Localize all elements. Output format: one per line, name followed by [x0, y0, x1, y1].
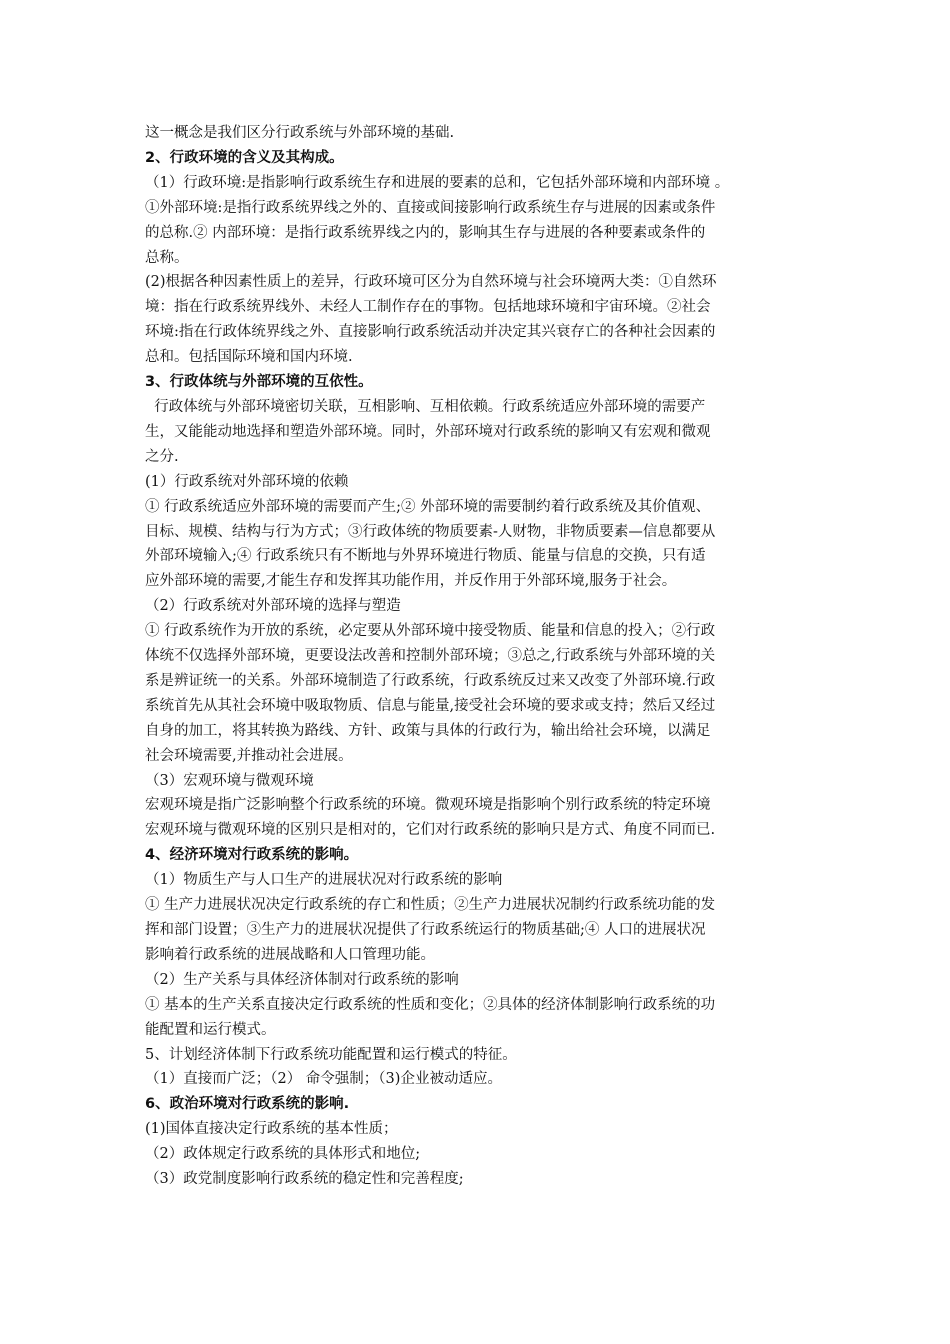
section-heading: 6、政治环境对行政系统的影响. — [145, 1096, 350, 1113]
text-line: 系是辨证统一的关系。外部环境制造了行政系统，行政系统反过来又改变了外部环境.行政 — [145, 672, 716, 689]
text-line: （2）行政系统对外部环境的选择与塑造 — [145, 598, 401, 615]
text-line: (1)国体直接决定行政系统的基本性质； — [145, 1121, 398, 1138]
document-body — [145, 121, 825, 1192]
text-line: 总称。 — [145, 249, 189, 266]
section-heading: 4、经济环境对行政系统的影响。 — [145, 847, 359, 864]
text-line: 宏观环境与微观环境的区别只是相对的，它们对行政系统的影响只是方式、角度不同而已. — [145, 822, 716, 839]
text-line: （2）政体规定行政系统的具体形式和地位; — [145, 1146, 421, 1163]
text-line: 体统不仅选择外部环境，更要设法改善和控制外部环境；③总之,行政系统与外部环境的关 — [145, 648, 716, 665]
text-line: 社会环境需要,并推动社会进展。 — [145, 747, 353, 764]
section-heading: 2、行政环境的含义及其构成。 — [145, 149, 344, 166]
text-line: ① 生产力进展状况决定行政系统的存亡和性质；②生产力进展状况制约行政系统功能的发 — [145, 897, 716, 914]
text-line: (1）行政系统对外部环境的依赖 — [145, 473, 349, 490]
text-line: ① 行政系统作为开放的系统，必定要从外部环境中接受物质、能量和信息的投入；②行政 — [145, 623, 716, 640]
text-line: （3）政党制度影响行政系统的稳定性和完善程度; — [145, 1171, 464, 1188]
text-line: 影响着行政系统的进展战略和人口管理功能。 — [145, 946, 435, 963]
text-line: 5、计划经济体制下行政系统功能配置和运行模式的特征。 — [145, 1046, 517, 1063]
text-line: 行政体统与外部环境密切关联，互相影响、互相依赖。行政系统适应外部环境的需要产 — [145, 398, 706, 415]
text-line: 外部环境输入;④ 行政系统只有不断地与外界环境进行物质、能量与信息的交换，只有适 — [145, 548, 706, 565]
section-heading: 3、行政体统与外部环境的互依性。 — [145, 374, 373, 391]
text-line: 应外部环境的需要,才能生存和发挥其功能作用，并反作用于外部环境,服务于社会。 — [145, 573, 677, 590]
text-line: （3）宏观环境与微观环境 — [145, 772, 314, 789]
text-line: 能配置和运行模式。 — [145, 1021, 276, 1038]
text-line: （2）生产关系与具体经济体制对行政系统的影响 — [145, 971, 459, 988]
text-line: 这一概念是我们区分行政系统与外部环境的基础. — [145, 125, 455, 141]
text-line: 环境:指在行政体统界线之外、直接影响行政系统活动并决定其兴衰存亡的各种社会因素的 — [145, 324, 716, 341]
text-line: 系统首先从其社会环境中吸取物质、信息与能量,接受社会环境的要求或支持；然后又经过 — [145, 697, 716, 714]
text-line: 的总称.② 内部环境：是指行政系统界线之内的，影响其生存与进展的各种要素或条件的 — [145, 224, 706, 241]
text-line: 目标、规模、结构与行为方式；③行政体统的物质要素-人财物，非物质要素—信息都要从 — [145, 523, 716, 540]
text-line: （1）直接而广泛；（2） 命令强制；（3)企业被动适应。 — [145, 1071, 502, 1088]
text-line: 境：指在行政系统界线外、未经人工制作存在的事物。包括地球环境和宇宙环境。②社会 — [145, 299, 711, 316]
text-line: （1）行政环境:是指影响行政系统生存和进展的要素的总和，它包括外部环境和内部环境 。 — [145, 174, 730, 191]
text-line: 生，又能能动地选择和塑造外部环境。同时，外部环境对行政系统的影响又有宏观和微观 — [145, 423, 711, 440]
text-line: ① 基本的生产关系直接决定行政系统的性质和变化；②具体的经济体制影响行政系统的功 — [145, 996, 716, 1013]
text-line: 之分. — [145, 448, 179, 465]
text-line: ① 行政系统适应外部环境的需要而产生;② 外部环境的需要制约着行政系统及其价值观、 — [145, 498, 711, 515]
text-line: 挥和部门设置；③生产力的进展状况提供了行政系统运行的物质基础;④ 人口的进展状况 — [145, 922, 706, 938]
text-line: ①外部环境:是指行政系统界线之外的、直接或间接影响行政系统生存与进展的因素或条件 — [145, 199, 716, 216]
text-line: 自身的加工，将其转换为路线、方针、政策与具体的行政行为，输出给社会环境，以满足 — [145, 722, 711, 739]
text-line: 总和。包括国际环境和国内环境. — [145, 349, 353, 366]
text-line: 宏观环境是指广泛影响整个行政系统的环境。微观环境是指影响个别行政系统的特定环境 — [145, 797, 711, 814]
text-line: (2)根据各种因素性质上的差异，行政环境可区分为自然环境与社会环境两大类：①自然环 — [145, 274, 717, 291]
text-line: （1）物质生产与人口生产的进展状况对行政系统的影响 — [145, 872, 503, 889]
